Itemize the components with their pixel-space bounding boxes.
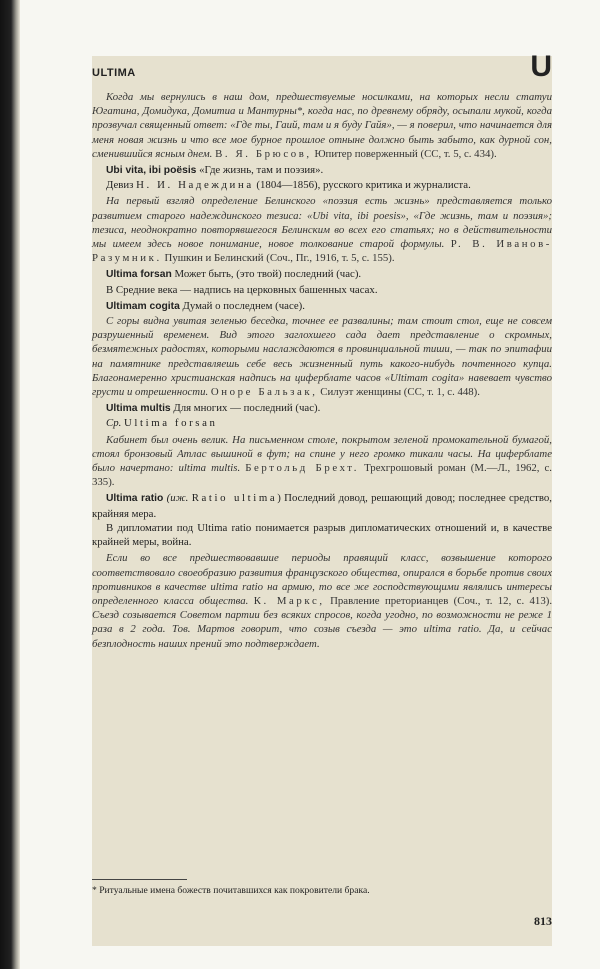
quote-source: Правление преторианцев (Соч., т. 12, с. 413). xyxy=(330,594,553,607)
entry-note: В дипломатии под Ultima ratio понимается разрыв дипломатических отношений и, в качестве крайней меры, война. xyxy=(92,521,552,549)
quote-brecht: Кабинет был очень велик. На письменном столе, покрытом зеленой промокательной бумагой, стоял бронзовый Атлас вышиной в фут; на спине у него громко тикали часы. На циферблате было начертано: ultima multis. Бертольд Брехт. Трехгрошовый роман (М.—Л., 1962, с. 335). xyxy=(92,433,552,489)
person-name: Н. И. Надеждина xyxy=(136,179,254,192)
entry-ubi-vita xyxy=(92,163,552,178)
term-expansion: Ratio ultima xyxy=(191,492,278,505)
entry-definition: ) Последний довод, решающий довод; последнее средство, крайняя мера. xyxy=(92,492,552,520)
entry-ultimam-cogita xyxy=(92,299,552,314)
entry-ultima-forsan xyxy=(92,267,552,282)
quote-author: Бертольд Брехт. xyxy=(245,462,360,475)
quote-author: Р. В. Иванов-Разумник. xyxy=(92,238,552,265)
page-number: 813 xyxy=(534,914,552,928)
entry-definition: Может быть, (это твой) последний (час). xyxy=(174,268,362,281)
quote-source: Юпитер поверженный (СС, т. 5, с. 434). xyxy=(314,147,497,160)
entry-definition: «Где жизнь, там и поэзия». xyxy=(199,164,324,177)
entry-term: Ultimam cogita xyxy=(106,300,180,312)
quote-author: В. Я. Брюсов, xyxy=(215,147,312,160)
quote-source: Пушкин и Белинский (Соч., Пг., 1916, т. 5, с. 155). xyxy=(164,252,395,265)
quote-source: Трехгрошовый роман (М.—Л., 1962, с. 335). xyxy=(92,462,552,489)
quote-ivanov: На первый взгляд определение Белинского «поэзия есть жизнь» представляется только развитием старого надеждинского тезиса: «Ubi vita, ibi poesis», «Где жизнь, там и поэзия»; тезиса, неоднократно повторявшегося Белинским во всех его статьях; но в действительности мы имеем здесь новое понимание, новое толкование старой формулы. Р. В. Иванов-Разумник. Пушкин и Белинский (Соч., Пг., 1916, т. 5, с. 155). xyxy=(92,195,552,265)
dictionary-content xyxy=(92,90,552,651)
quote-balzac: С горы видна увитая зеленью беседка, точнее ее развалины; там стоит стол, еще не совсем разрушенный временем. Вид этого заглохшего сада дает представление о скромных, безмятежных радостях, которыми наслаждаются в провинциальной тиши, — так по эпитафии на памятнике представляешь себе весь жизненный путь какого-нибудь почтенного купца. Благонамеренно христианская надпись на циферблате часов «Ultimam cogita» навевает чувство грусти и отрешенности. Оноре Бальзак, Силуэт женщины (СС, т. 1, с. 448). xyxy=(92,315,552,399)
footnote-divider xyxy=(92,879,187,880)
entry-term: Ultima multis xyxy=(106,403,171,415)
entry-term: Ultima forsan xyxy=(106,269,172,281)
quote-marx: Если во все предшествовавшие периоды правящий класс, возвышение которого соответствовало своеобразию развития французского общества, опирался в борьбе против своих противников в качестве ultima ratio на армию, то все же господствующими являлись интересы определенного класса общества. К. Маркс, Правление преторианцев (Соч., т. 12, с. 413). Съезд созывается Советом партии без всяких спросов, когда угодно, по возможности не реже 1 раза в 2 года. Тов. Мартов говорит, что созыв съезда — это ultima ratio. Да, и сейчас безплодность наших прений это подтверждает. xyxy=(92,552,553,650)
entry-term: Ubi vita, ibi poësis xyxy=(106,165,197,177)
quote-author: Оноре Бальзак, xyxy=(210,386,318,399)
running-head: ULTIMA xyxy=(92,67,136,79)
quote-author: К. Маркс, xyxy=(253,594,325,607)
page-header xyxy=(92,50,552,86)
entry-definition: Для многих — последний (час). xyxy=(173,402,321,415)
book-page xyxy=(92,50,553,946)
section-letter: U xyxy=(530,50,552,83)
entry-term: Ultima ratio xyxy=(106,493,164,505)
quote-source: Силуэт женщины (СС, т. 1, с. 448). xyxy=(320,386,480,399)
book-binding-edge xyxy=(0,0,20,969)
entry-ultima-ratio: Ultima ratio (иж. Ratio ultima) Последний довод, решающий довод; последнее средство, крайняя мера. xyxy=(92,492,552,520)
entry-note: В Средние века — надпись на церковных башенных часах. xyxy=(106,283,378,296)
cross-reference-target: Ultima forsan xyxy=(124,417,218,430)
entry-note: Девиз Н. И. Надеждина (1804—1856), русского критика и журналиста. xyxy=(106,179,471,192)
entry-definition: Думай о последнем (часе). xyxy=(182,299,305,312)
footnote: * Ритуальные имена божеств почитавшихся как покровители брака. xyxy=(92,885,370,896)
entry-ultima-multis xyxy=(92,401,552,416)
quote-brusov: Когда мы вернулись в наш дом, предшествуемые носилками, на которых несли статуи Югатина, Домидука, Домитиа и Мантурны*, когда нас, по древнему обряду, осыпали мукой, когда прозвучал священный ответ: «Где ты, Гаий, там и я буду Гайя», — я поверил, что начинается для меня новая жизнь и что все мое бурное прошлое отныне должно быть забыто, как дурной сон, сменившийся ясным днем. В. Я. Брюсов, Юпитер поверженный (СС, т. 5, с. 434). xyxy=(92,91,552,160)
quote-continuation: Съезд созывается Советом партии без всяких спросов, когда угодно, по возможности не реже 1 раза в 2 года. Тов. Мартов говорит, что созыв съезда — это ultima ratio. Да, и сейчас безплодность наших прений это подтверждает. xyxy=(92,609,552,650)
cross-reference: Ср. Ultima forsan xyxy=(106,417,218,430)
